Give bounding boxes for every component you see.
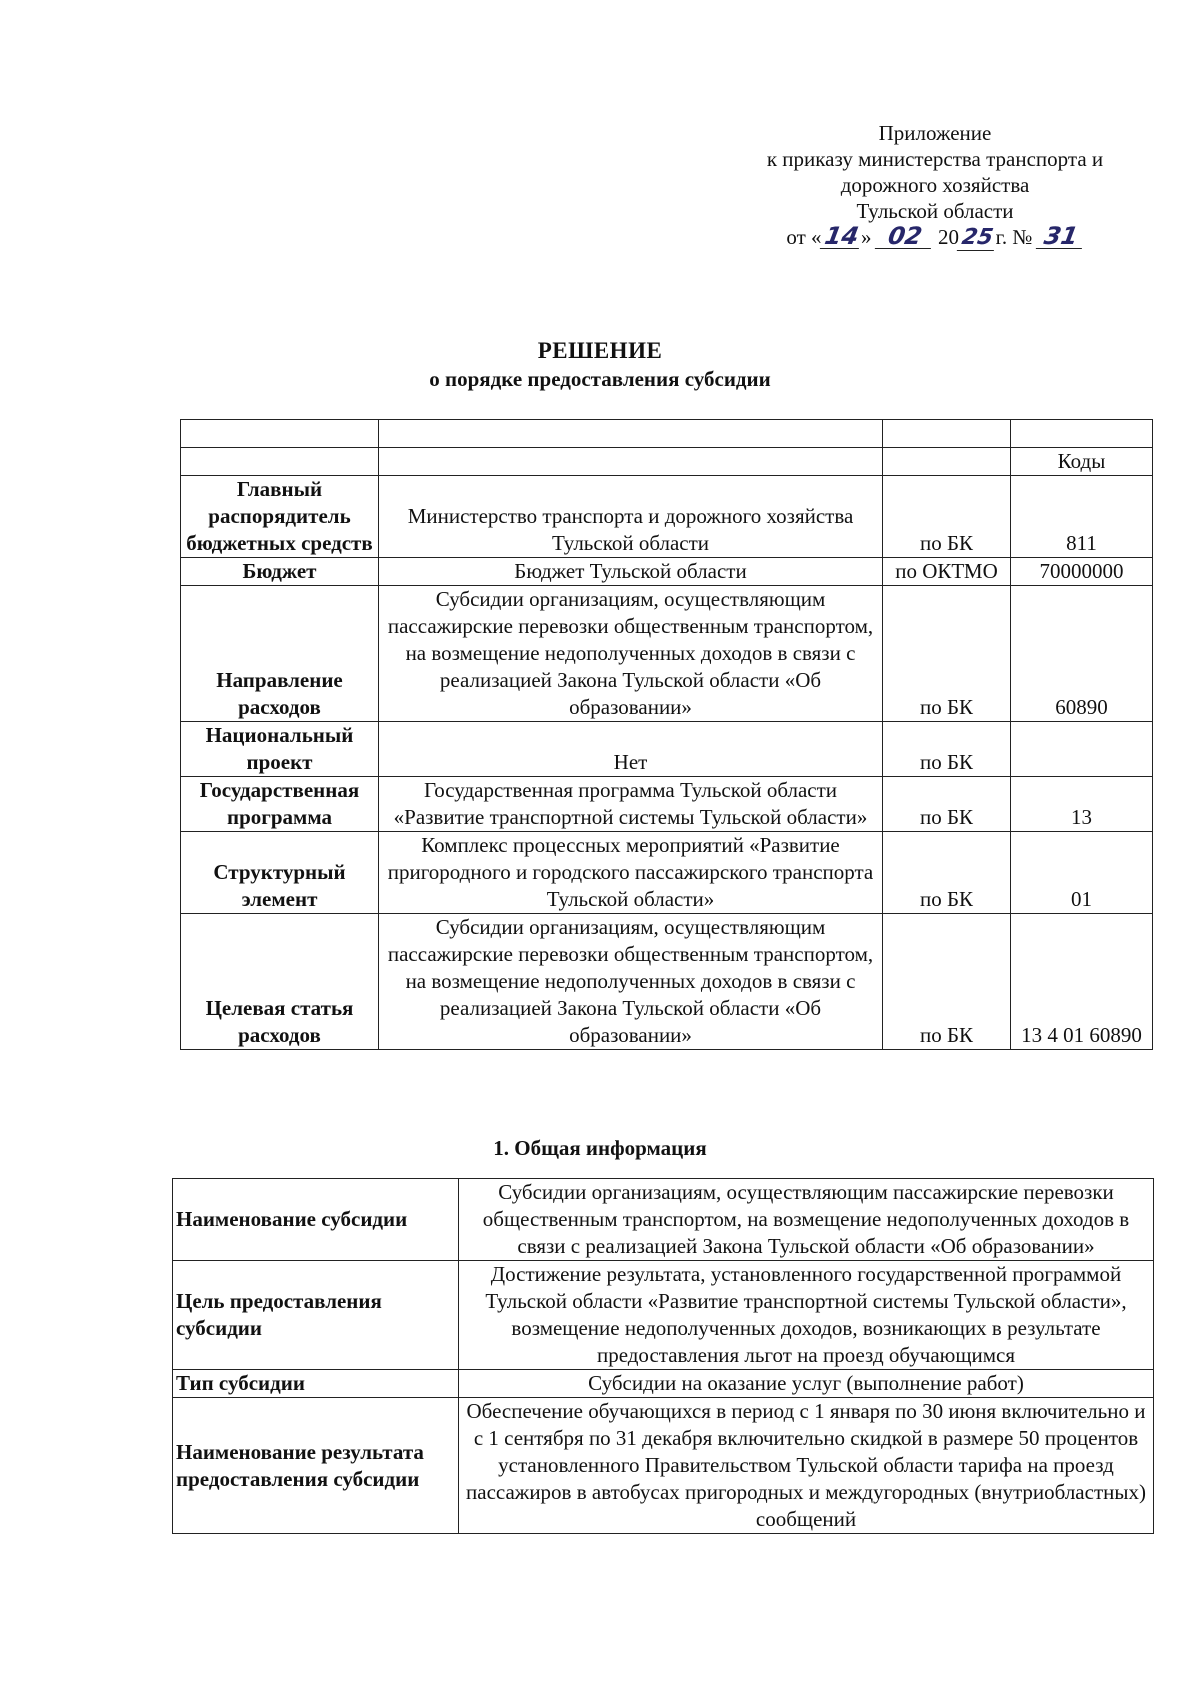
row-code: 60890 xyxy=(1011,586,1153,722)
row-classifier: по БК xyxy=(883,914,1011,1050)
row-classifier: по БК xyxy=(883,832,1011,914)
table-row xyxy=(173,1179,1154,1261)
appendix-line-2: к приказу министерства транспорта и xyxy=(766,147,1104,171)
row-classifier: по БК xyxy=(883,722,1011,777)
info-value: Субсидии на оказание услуг (выполнение работ) xyxy=(459,1370,1154,1398)
title-main: РЕШЕНИЕ xyxy=(537,338,663,363)
table-row xyxy=(181,914,1153,1050)
row-classifier: по БК xyxy=(883,476,1011,558)
number-prefix: г. № xyxy=(995,225,1033,249)
row-label: Направление расходов xyxy=(181,586,379,722)
table-cell-empty xyxy=(181,420,379,448)
handwritten-month: 02 xyxy=(874,224,934,249)
table-row xyxy=(181,777,1153,832)
info-label: Наименование результата предоставления субсидии xyxy=(173,1398,459,1534)
table-row xyxy=(181,832,1153,914)
table-cell-empty xyxy=(379,448,883,476)
table-row xyxy=(173,1398,1154,1534)
table-row xyxy=(173,1370,1154,1398)
table-row xyxy=(181,586,1153,722)
date-prefix: от « xyxy=(786,225,822,249)
row-classifier: по БК xyxy=(883,777,1011,832)
row-code: 811 xyxy=(1011,476,1153,558)
row-label: Государственная программа xyxy=(181,777,379,832)
info-label: Тип субсидии xyxy=(173,1370,459,1398)
decision-table xyxy=(180,419,1153,1050)
order-date-line xyxy=(740,224,1130,251)
info-value: Субсидии организациям, осуществляющим пассажирские перевозки общественным транспортом, на возмещение недополученных доходов в связи с реализацией Закона Тульской области «Об образовании» xyxy=(459,1179,1154,1261)
row-classifier: по БК xyxy=(883,586,1011,722)
appendix-line-1: Приложение xyxy=(878,121,992,145)
row-value: Министерство транспорта и дорожного хозяйства Тульской области xyxy=(379,476,883,558)
title-subtitle: о порядке предоставления субсидии xyxy=(429,367,771,391)
row-label: Главный распорядитель бюджетных средств xyxy=(181,476,379,558)
info-value: Обеспечение обучающихся в период с 1 января по 30 июня включительно и с 1 сентября по 31 декабря включительно скидкой в размере 50 процентов установленного Правительством Тульской области тарифа на проезд пассажиров в автобусах пригородных и междугородных (внутриобластных) сообщений xyxy=(459,1398,1154,1534)
appendix-header xyxy=(740,120,1130,251)
document-title xyxy=(0,337,1200,393)
row-code: 13 xyxy=(1011,777,1153,832)
info-label: Наименование субсидии xyxy=(173,1179,459,1261)
row-label: Бюджет xyxy=(181,558,379,586)
handwritten-year: 25 xyxy=(957,226,998,251)
row-code: 70000000 xyxy=(1011,558,1153,586)
table-header-row xyxy=(181,448,1153,476)
row-label: Целевая статья расходов xyxy=(181,914,379,1050)
row-code: 01 xyxy=(1011,832,1153,914)
row-value: Субсидии организациям, осуществляющим пассажирские перевозки общественным транспортом, на возмещение недополученных доходов в связи с реализацией Закона Тульской области «Об образовании» xyxy=(379,586,883,722)
codes-header: Коды xyxy=(1011,448,1153,476)
row-code xyxy=(1011,722,1153,777)
table-cell-empty xyxy=(1011,420,1153,448)
year-prefix: 20 xyxy=(937,225,959,249)
date-mid: » xyxy=(860,225,872,249)
handwritten-day: 14 xyxy=(819,224,863,249)
table-row xyxy=(181,476,1153,558)
table-row xyxy=(181,558,1153,586)
info-label: Цель предоставления субсидии xyxy=(173,1261,459,1370)
table-cell-empty xyxy=(883,448,1011,476)
row-classifier: по ОКТМО xyxy=(883,558,1011,586)
row-value: Бюджет Тульской области xyxy=(379,558,883,586)
table-row xyxy=(181,722,1153,777)
row-label: Национальный проект xyxy=(181,722,379,777)
general-info-table xyxy=(172,1178,1154,1534)
row-value: Комплекс процессных мероприятий «Развитие пригородного и городского пассажирского транспорта Тульской области» xyxy=(379,832,883,914)
info-value: Достижение результата, установленного государственной программой Тульской области «Развитие транспортной системы Тульской области», возмещение недополученных доходов, возникающих в результате предоставления льгот на проезд обучающимся xyxy=(459,1261,1154,1370)
table-row-empty xyxy=(181,420,1153,448)
table-cell-empty xyxy=(883,420,1011,448)
handwritten-number: 31 xyxy=(1035,224,1085,249)
table-row xyxy=(173,1261,1154,1370)
appendix-line-4: Тульской области xyxy=(856,199,1014,223)
row-label: Структурный элемент xyxy=(181,832,379,914)
table-cell-empty xyxy=(181,448,379,476)
row-value: Государственная программа Тульской области «Развитие транспортной системы Тульской области» xyxy=(379,777,883,832)
row-value: Нет xyxy=(379,722,883,777)
row-code: 13 4 01 60890 xyxy=(1011,914,1153,1050)
appendix-line-3: дорожного хозяйства xyxy=(840,173,1030,197)
table-cell-empty xyxy=(379,420,883,448)
row-value: Субсидии организациям, осуществляющим пассажирские перевозки общественным транспортом, на возмещение недополученных доходов в связи с реализацией Закона Тульской области «Об образовании» xyxy=(379,914,883,1050)
section-title-general-info: 1. Общая информация xyxy=(493,1136,707,1160)
